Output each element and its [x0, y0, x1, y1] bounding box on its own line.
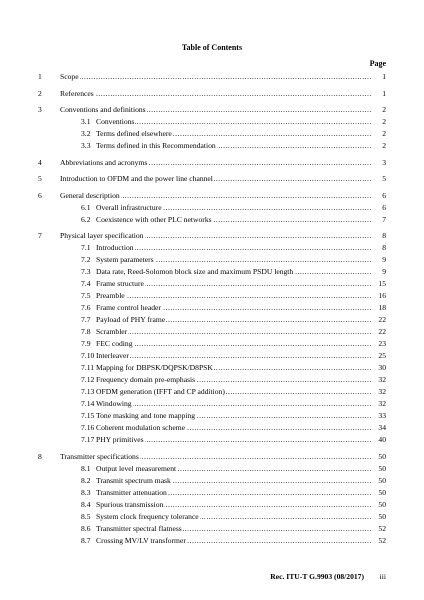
- toc-entry[interactable]: [38, 451, 386, 462]
- toc-entry-title[interactable]: Transmit spectrum mask: [96, 475, 171, 485]
- toc-entry[interactable]: [38, 535, 386, 546]
- toc-entry-title[interactable]: General description: [60, 190, 120, 200]
- toc-entry-title[interactable]: PHY primitives: [96, 435, 144, 444]
- toc-entry-number: 7.2: [81, 255, 91, 264]
- toc-entry-number: 7.7: [81, 315, 91, 324]
- toc-entry-page: 50: [378, 463, 386, 473]
- toc-entry[interactable]: [38, 434, 386, 445]
- toc-entry-leader: [96, 290, 372, 301]
- toc-entry-number: 6.2: [81, 214, 91, 224]
- toc-entry-number: 7.8: [81, 327, 91, 336]
- toc-entry[interactable]: [38, 214, 386, 225]
- toc-entry-number: 8.2: [81, 475, 91, 485]
- toc-entry-number: 3: [38, 105, 42, 114]
- toc-entry-title[interactable]: Scrambler: [96, 327, 128, 336]
- toc-entry[interactable]: [38, 290, 386, 301]
- toc-entry-leader: [96, 266, 372, 277]
- toc-entry[interactable]: [38, 499, 386, 510]
- toc-entry[interactable]: [38, 128, 386, 139]
- toc-entry-title[interactable]: Introduction: [96, 243, 134, 252]
- toc-entry-title[interactable]: Crossing MV/LV transformer: [96, 535, 186, 545]
- toc-entry[interactable]: [38, 190, 386, 201]
- toc-entry-page: 30: [378, 363, 386, 372]
- toc-entry-page: 9: [382, 267, 386, 276]
- toc-entry[interactable]: [38, 230, 386, 241]
- toc-entry-number: 5: [38, 174, 42, 183]
- toc-entry-title[interactable]: Spurious transmission: [96, 499, 164, 509]
- toc-entry[interactable]: [38, 302, 386, 313]
- toc-entry-title[interactable]: Conventions: [96, 117, 135, 126]
- toc-entry-leader: [96, 434, 372, 445]
- toc-entry[interactable]: [38, 278, 386, 289]
- toc-entry-title[interactable]: System parameters: [96, 255, 154, 264]
- toc-entry-leader: [96, 374, 372, 385]
- toc-entry-title[interactable]: Tone masking and tone mapping: [96, 411, 196, 420]
- toc-entry-title[interactable]: Transmitter attenuation: [96, 487, 167, 497]
- toc-entry-title[interactable]: System clock frequency tolerance: [96, 511, 199, 521]
- toc-entry-leader: [96, 511, 372, 522]
- toc-entry[interactable]: [38, 410, 386, 421]
- toc-entry-number: 3.1: [81, 117, 91, 126]
- toc-entry-number: 7.12: [81, 375, 95, 384]
- toc-entry-title[interactable]: Introduction to OFDM and the power line channel: [60, 174, 213, 183]
- toc-entry[interactable]: [38, 511, 386, 522]
- toc-entry-number: 8.4: [81, 499, 91, 509]
- toc-entry-leader: [96, 362, 372, 373]
- toc-entry-page: 34: [378, 423, 386, 432]
- toc-entry[interactable]: [38, 140, 386, 151]
- toc-entry-page: 32: [378, 399, 386, 408]
- toc-entry-number: 7.17: [81, 435, 95, 444]
- toc-entry-page: 52: [378, 535, 386, 545]
- toc-entry-page: 2: [382, 105, 386, 114]
- toc-entry[interactable]: [38, 374, 386, 385]
- toc-heading: Table of Contents: [181, 43, 243, 52]
- toc-entry-title[interactable]: Abbreviations and acronyms: [60, 157, 148, 167]
- toc-entry-leader: [96, 202, 372, 213]
- toc-entry-page: 50: [378, 451, 386, 461]
- toc-entry-page: 52: [378, 523, 386, 533]
- toc-entry-number: 6.1: [81, 202, 91, 212]
- toc-entry-number: 7.1: [81, 243, 91, 252]
- toc-entry-number: 7.9: [81, 339, 91, 348]
- toc-entry-page: 23: [378, 339, 386, 348]
- toc-entry-leader: [96, 523, 372, 534]
- toc-entry-page: 50: [378, 499, 386, 509]
- toc-entry-page: 50: [378, 487, 386, 497]
- toc-entry-title[interactable]: Windowing: [96, 399, 132, 408]
- toc-entry-leader: [60, 173, 372, 184]
- toc-entry-number: 6: [38, 190, 42, 200]
- toc-entry-title[interactable]: Frequency domain pre-emphasis: [96, 375, 196, 384]
- toc-entry-number: 7.4: [81, 279, 91, 288]
- toc-entry-page: 1: [382, 88, 386, 98]
- toc-entry-page: 32: [378, 375, 386, 384]
- toc-entry-leader: [60, 230, 372, 241]
- toc-entry-page: 33: [378, 411, 386, 420]
- toc-entry-page: 6: [382, 202, 386, 212]
- toc-entry-title[interactable]: Frame structure: [96, 279, 144, 288]
- toc-entry-leader: [96, 475, 372, 486]
- toc-entry-number: 8.5: [81, 511, 91, 521]
- toc-entry-number: 8.3: [81, 487, 91, 497]
- toc-entry-page: 1: [382, 72, 386, 81]
- toc-entry-title[interactable]: Output level measurement: [96, 463, 177, 473]
- toc-entry-title[interactable]: Scope: [60, 72, 79, 81]
- toc-entry-number: 2: [38, 88, 42, 98]
- toc-entry-leader: [60, 190, 372, 201]
- toc-entry-leader: [96, 326, 372, 337]
- toc-entry-number: 8.6: [81, 523, 91, 533]
- toc-entry-leader: [96, 314, 372, 325]
- toc-entry-page: 25: [378, 351, 386, 360]
- toc-entry-number: 7.11: [81, 363, 95, 372]
- toc-entry[interactable]: [38, 326, 386, 337]
- toc-entry[interactable]: [38, 104, 386, 115]
- toc-entry[interactable]: [38, 314, 386, 325]
- toc-entry-title[interactable]: Terms defined elsewhere: [96, 129, 172, 138]
- toc-entry-page: 6: [382, 190, 386, 200]
- toc-entry-page: 15: [378, 279, 386, 288]
- toc-entry-page: 40: [378, 435, 386, 444]
- toc-entry-leader: [96, 338, 372, 349]
- toc-entry-leader: [60, 88, 372, 99]
- toc-entry-title[interactable]: Preamble: [96, 291, 125, 300]
- toc-entry-title[interactable]: References: [60, 88, 94, 98]
- toc-entry-page: 16: [378, 291, 386, 300]
- toc-entry-leader: [96, 116, 372, 127]
- toc-entry-leader: [96, 254, 372, 265]
- toc-entry-title[interactable]: Transmitter specifications: [60, 451, 139, 461]
- toc-entry-leader: [96, 499, 372, 510]
- toc-entry-page: 7: [382, 214, 386, 224]
- toc-entry-title[interactable]: Overall infrastructure: [96, 202, 162, 212]
- toc-entry-leader: [60, 451, 372, 462]
- toc-entry[interactable]: [38, 422, 386, 433]
- toc-entry[interactable]: [38, 362, 386, 373]
- toc-entry-number: 8.7: [81, 535, 91, 545]
- toc-entry[interactable]: [38, 202, 386, 213]
- toc-entry-leader: [96, 128, 372, 139]
- toc-entry-title[interactable]: OFDM generation (IFFT and CP addition): [96, 387, 225, 396]
- toc-entry[interactable]: [38, 88, 386, 99]
- toc-entry-number: 7.5: [81, 291, 91, 300]
- toc-entry[interactable]: [38, 463, 386, 474]
- toc-entry-number: 7.14: [81, 399, 95, 408]
- toc-entry-leader: [60, 157, 372, 168]
- toc-entry-title[interactable]: Frame control header: [96, 303, 161, 312]
- toc-entry[interactable]: [38, 266, 386, 277]
- toc-entry-page: 8: [382, 243, 386, 252]
- toc-entry-number: 7.3: [81, 267, 91, 276]
- toc-entry-leader: [96, 214, 372, 225]
- toc-entry-leader: [96, 242, 372, 253]
- toc-entry-page: 5: [382, 174, 386, 183]
- page-column-label: Page: [369, 59, 386, 68]
- footer-page-number: iii: [379, 572, 386, 581]
- toc-entry-page: 22: [378, 315, 386, 324]
- toc-entry-number: 4: [38, 157, 42, 167]
- toc-entry[interactable]: [38, 523, 386, 534]
- toc-entry[interactable]: [38, 116, 386, 127]
- toc-entry[interactable]: [38, 350, 386, 361]
- toc-entry-page: 18: [378, 303, 386, 312]
- toc-entry-leader: [96, 140, 372, 151]
- toc-entry-number: 3.3: [81, 141, 91, 150]
- toc-entry-page: 32: [378, 387, 386, 396]
- toc-entry-title[interactable]: Transmitter spectral flatness: [96, 523, 182, 533]
- toc-entry-page: 2: [382, 129, 386, 138]
- toc-entry-leader: [96, 410, 372, 421]
- toc-entry-page: 8: [382, 231, 386, 240]
- toc-entry[interactable]: [38, 386, 386, 397]
- toc-entry[interactable]: [38, 71, 386, 82]
- toc-entry-number: 7.10: [81, 351, 95, 360]
- toc-entry-number: 8.1: [81, 463, 91, 473]
- toc-entry-leader: [96, 302, 372, 313]
- toc-entry-leader: [96, 463, 372, 474]
- toc-entry-page: 22: [378, 327, 386, 336]
- toc-entry[interactable]: [38, 173, 386, 184]
- toc-entry-page: 50: [378, 475, 386, 485]
- toc-entry-number: 7.15: [81, 411, 95, 420]
- toc-entry-title[interactable]: Conventions and definitions: [60, 105, 146, 114]
- toc-entry-number: 7: [38, 231, 42, 240]
- toc-entry-title[interactable]: Physical layer specification: [60, 231, 144, 240]
- toc-entry-number: 8: [38, 451, 42, 461]
- toc-entry-title[interactable]: Coexistence with other PLC networks: [96, 214, 212, 224]
- toc-entry-number: 1: [38, 72, 42, 81]
- toc-entry-title[interactable]: Data rate, Reed-Solomon block size and maximum PSDU length: [96, 267, 294, 276]
- footer-recommendation: Rec. ITU-T G.9903 (08/2017): [270, 572, 364, 581]
- toc-entry[interactable]: [38, 157, 386, 168]
- toc-entry-leader: [96, 350, 372, 361]
- toc-entry-number: 3.2: [81, 129, 91, 138]
- toc-entry-number: 7.13: [81, 387, 95, 396]
- toc-entry[interactable]: [38, 338, 386, 349]
- toc-entry-title[interactable]: FEC coding: [96, 339, 133, 348]
- toc-entry-title[interactable]: Mapping for DBPSK/DQPSK/D8PSK: [96, 363, 213, 372]
- toc-entry-page: 50: [378, 511, 386, 521]
- toc-entry-title[interactable]: Terms defined in this Recommendation: [96, 141, 216, 150]
- toc-entry[interactable]: [38, 242, 386, 253]
- toc-entry-number: 7.6: [81, 303, 91, 312]
- toc-entry-leader: [96, 278, 372, 289]
- toc-entry-leader: [60, 104, 372, 115]
- toc-entry[interactable]: [38, 398, 386, 409]
- toc-entry-leader: [96, 398, 372, 409]
- toc-entry-leader: [96, 487, 372, 498]
- toc-entry-leader: [60, 71, 372, 82]
- toc-entry-title[interactable]: Coherent modulation scheme: [96, 423, 185, 432]
- toc-entry-number: 7.16: [81, 423, 95, 432]
- toc-entry[interactable]: [38, 254, 386, 265]
- toc-entry-page: 9: [382, 255, 386, 264]
- toc-entry-leader: [96, 386, 372, 397]
- toc-entry-page: 2: [382, 117, 386, 126]
- toc-entry-page: 2: [382, 141, 386, 150]
- toc-entry[interactable]: [38, 487, 386, 498]
- toc-entry-title[interactable]: Payload of PHY frame: [96, 315, 166, 324]
- toc-entry-title[interactable]: Interleaver: [96, 351, 129, 360]
- toc-entry-page: 3: [382, 157, 386, 167]
- toc-entry-leader: [96, 535, 372, 546]
- toc-entry[interactable]: [38, 475, 386, 486]
- toc-entry-leader: [96, 422, 372, 433]
